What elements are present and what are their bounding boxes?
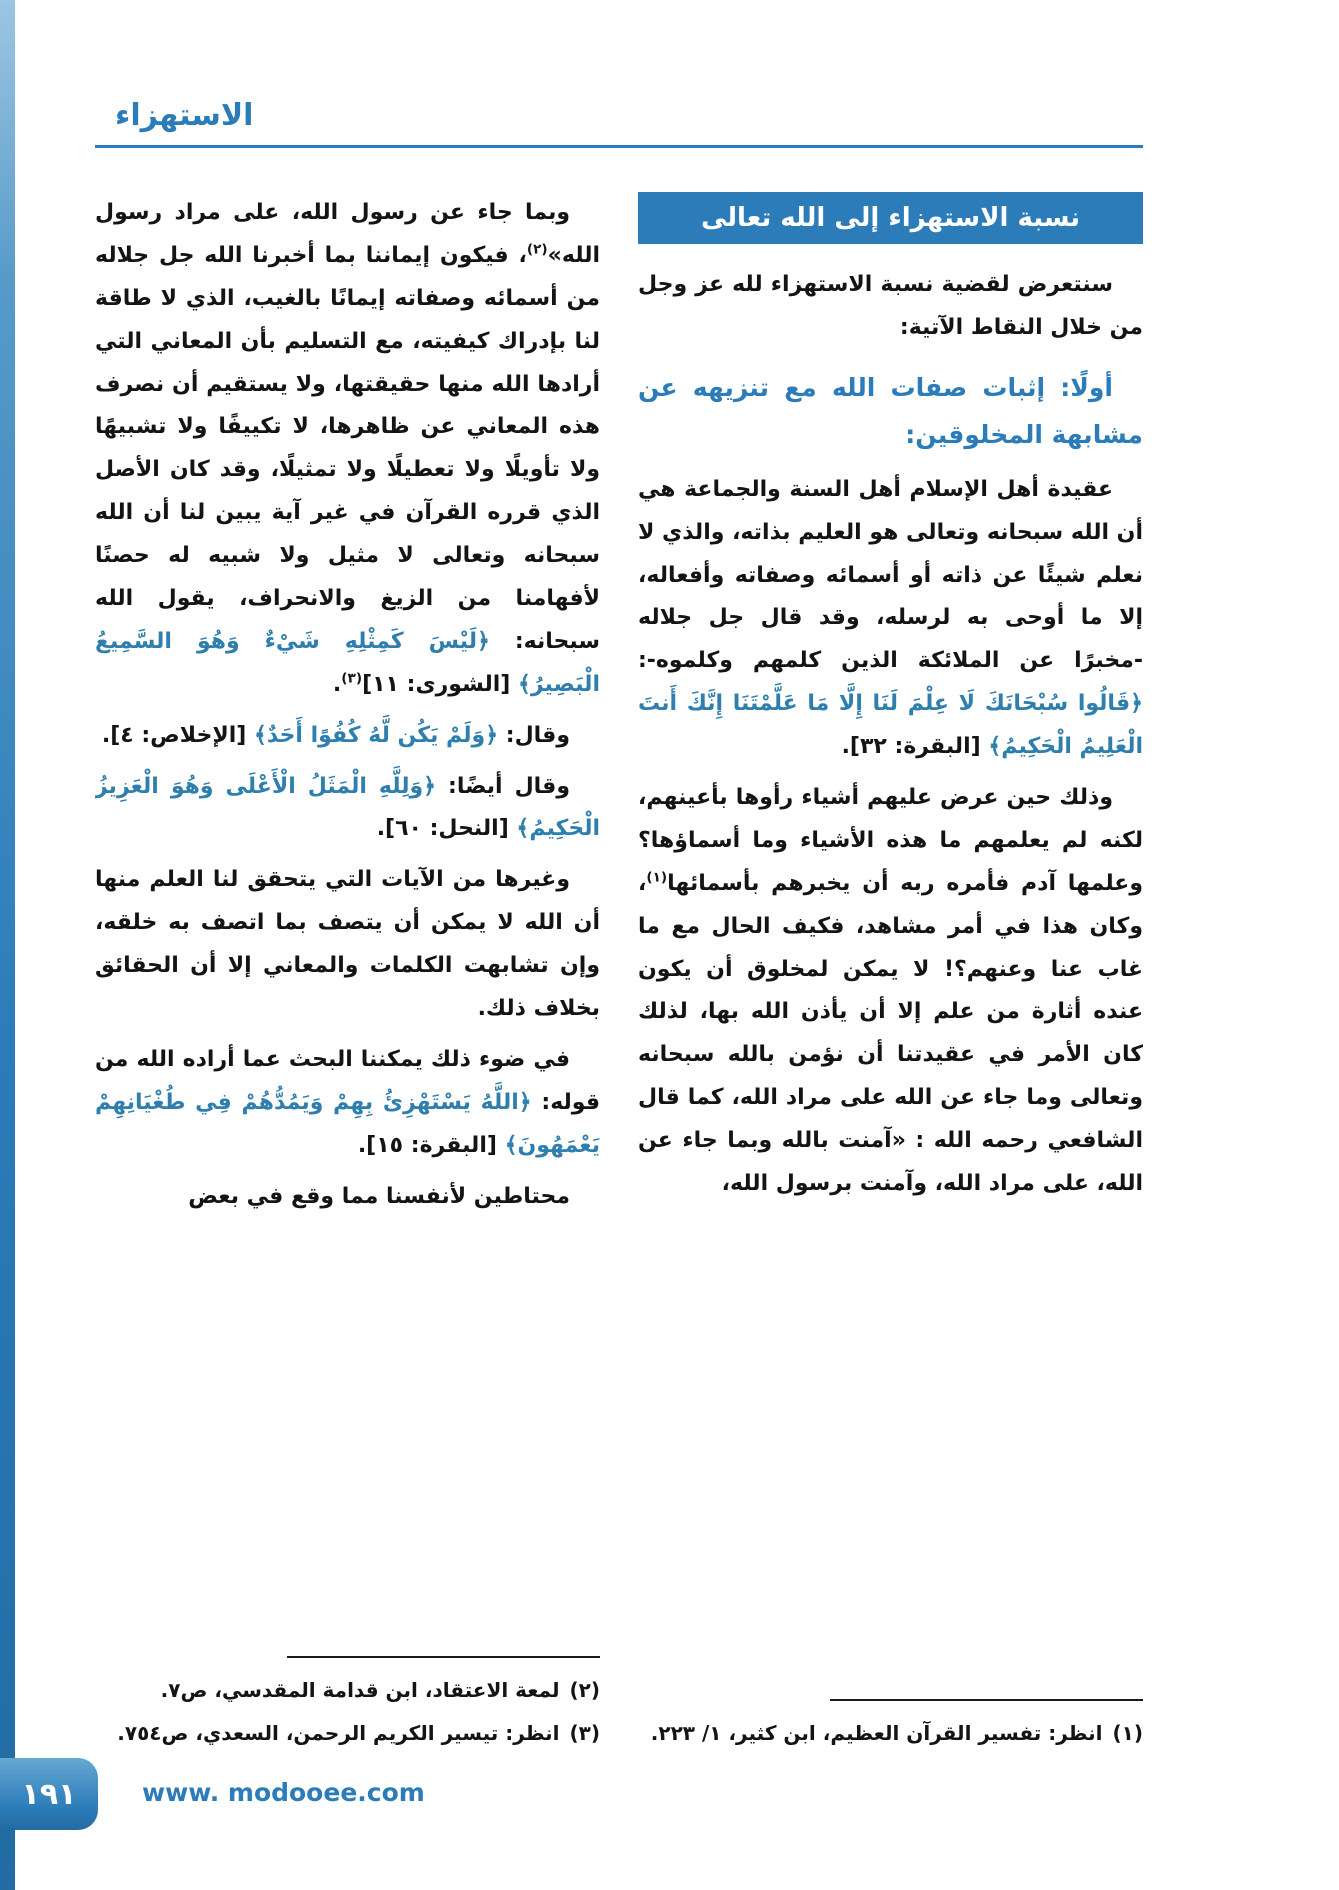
- paragraph: [638, 469, 1143, 769]
- section-heading-text: نسبة الاستهزاء إلى الله تعالى: [700, 203, 1081, 233]
- chapter-running-title: الاستهزاء: [115, 98, 254, 133]
- website-url: www. modooee.com: [142, 1778, 425, 1807]
- page-number: ١٩١: [21, 1776, 77, 1812]
- footnote-text: انظر: تيسير الكريم الرحمن، السعدي، ص٧٥٤.: [117, 1721, 560, 1745]
- footnote: [95, 1672, 600, 1709]
- text-run: محتاطين لأنفسنا مما وقع في بعض: [188, 1183, 570, 1209]
- text-run: وبما جاء عن رسول الله، على مراد رسول الله»: [95, 200, 600, 268]
- page-number-tab: [0, 1758, 98, 1830]
- page-header: [95, 98, 1143, 148]
- paragraph: [95, 859, 600, 1031]
- paragraph-intro: سنتعرض لقضية نسبة الاستهزاء لله عز وجل من خلال النقاط الآتية:: [638, 272, 1143, 340]
- paragraph: [638, 777, 1143, 1206]
- section-heading-box: [638, 192, 1143, 244]
- text-run: [البقرة: ٣٢].: [841, 734, 989, 760]
- footnote-area: [638, 1691, 1143, 1758]
- quran-verse: ﴿لَيْسَ كَمِثْلِهِ شَيْءٌ وَهُوَ السَّمِيعُ الْبَصِيرُ﴾: [95, 628, 600, 697]
- quran-verse: ﴿قَالُوا سُبْحَانَكَ لَا عِلْمَ لَنَا إِلَّا مَا عَلَّمْتَنَا إِنَّكَ أَنتَ الْعَلِيمُ الْحَكِيمُ﴾: [638, 691, 1143, 760]
- footnote-marker: (١): [646, 869, 668, 886]
- paragraph: [95, 715, 600, 758]
- text-run: ، وكان هذا في أمر مشاهد، فكيف الحال مع ما غاب عنا وعنهم؟! لا يمكن لمخلوق أن يكون عنده أثارة من علم إلا أن يأذن الله بها، لذلك كان الأمر في عقيدتنا أن نؤمن بالله سبحانه وتعالى وما جاء عن الله على مراد الله، كما قال الشافعي رحمه الله : «آمنت بالله وبما جاء عن الله، على مراد الله، وآمنت برسول الله،: [638, 870, 1143, 1197]
- left-column: [95, 192, 600, 1758]
- two-column-text-area: [95, 192, 1143, 1758]
- text-run: .: [332, 671, 342, 697]
- footnote-number: (٣): [569, 1721, 600, 1745]
- text-run: في ضوء ذلك يمكننا البحث عما أراده الله من قوله:: [95, 1046, 600, 1115]
- text-run: وذلك حين عرض عليهم أشياء رأوها بأعينهم، لكنه لم يعلمهم ما هذه الأشياء وما أسماؤها؟ وعلمها آدم فأمره ربه أن يخبرهم بأسمائها: [638, 785, 1143, 896]
- paragraph: [95, 1039, 600, 1168]
- footnote-text: لمعة الاعتقاد، ابن قدامة المقدسي، ص٧.: [160, 1678, 560, 1702]
- right-column: [638, 192, 1143, 1758]
- paragraph: [95, 192, 600, 707]
- footnote-marker: (٢): [526, 241, 548, 258]
- footnote-number: (١): [1112, 1721, 1143, 1745]
- quran-verse: ﴿وَلَمْ يَكُن لَّهُ كُفُوًا أَحَدٌ﴾: [253, 722, 499, 748]
- quran-verse: ﴿اللَّهُ يَسْتَهْزِئُ بِهِمْ وَيَمُدُّهُمْ فِي طُغْيَانِهِمْ يَعْمَهُونَ﴾: [95, 1089, 600, 1158]
- footnote-number: (٢): [569, 1678, 600, 1702]
- footnote: [638, 1715, 1143, 1752]
- text-run: وقال:: [498, 722, 570, 748]
- text-run: وغيرها من الآيات التي يتحقق لنا العلم منها أن الله لا يمكن أن يتصف بما اتصف به خلقه، وإن تشابهت الكلمات والمعاني إلا أن الحقائق بخلاف ذلك.: [95, 867, 600, 1022]
- footnote-separator-line: [287, 1656, 600, 1658]
- subheading-first-point: أولًا: إثبات صفات الله مع تنزيهه عن مشابهة المخلوقين:: [638, 372, 1143, 450]
- text-run: [البقرة: ١٥].: [357, 1132, 505, 1158]
- paragraph: [95, 1176, 600, 1219]
- text-run: ، فيكون إيماننا بما أخبرنا الله جل جلاله من أسمائه وصفاته إيمانًا بالغيب، الذي لا طاقة لنا بإدراك كيفيته، مع التسليم بأن المعاني التي أرادها الله منها حقيقتها، ولا يستقيم أن نصرف هذه المعاني عن ظاهرها، لا تكييفًا ولا تشبيهًا ولا تأويلًا ولا تعطيلًا ولا تمثيلًا، وقد كان الأصل الذي قرره القرآن في غير آية يبين لنا أن الله سبحانه وتعالى لا مثيل ولا شبيه له حصنًا لأفهامنا من الزيغ والانحراف، يقول الله سبحانه:: [95, 242, 600, 654]
- footnote: [95, 1715, 600, 1752]
- footnote-separator-line: [830, 1699, 1143, 1701]
- page-edge-decoration: [0, 0, 15, 1890]
- header-divider-line: [95, 145, 1143, 148]
- text-run: عقيدة أهل الإسلام أهل السنة والجماعة هي أن الله سبحانه وتعالى هو العليم بذاته، والذي لا نعلم شيئًا عن ذاته أو أسمائه وصفاته وأفعاله، إلا ما أوحى به لرسله، وقد قال جل جلاله -مخبرًا عن الملائكة الذين كلمهم وكلموه-:: [638, 476, 1143, 674]
- text-run: وقال أيضًا:: [436, 773, 570, 799]
- footnote-marker: (٣): [341, 670, 363, 687]
- footnote-area: [95, 1648, 600, 1758]
- text-run: [الإخلاص: ٤].: [101, 722, 254, 748]
- quran-verse: ﴿وَلِلَّهِ الْمَثَلُ الْأَعْلَى وَهُوَ الْعَزِيزُ الْحَكِيمُ﴾: [95, 773, 600, 842]
- footnote-text: انظر: تفسير القرآن العظيم، ابن كثير، ١/ ٢٢٣.: [650, 1721, 1103, 1745]
- paragraph: [95, 766, 600, 852]
- text-run: [الشورى: ١١]: [362, 671, 518, 697]
- text-run: [النحل: ٦٠].: [376, 816, 517, 842]
